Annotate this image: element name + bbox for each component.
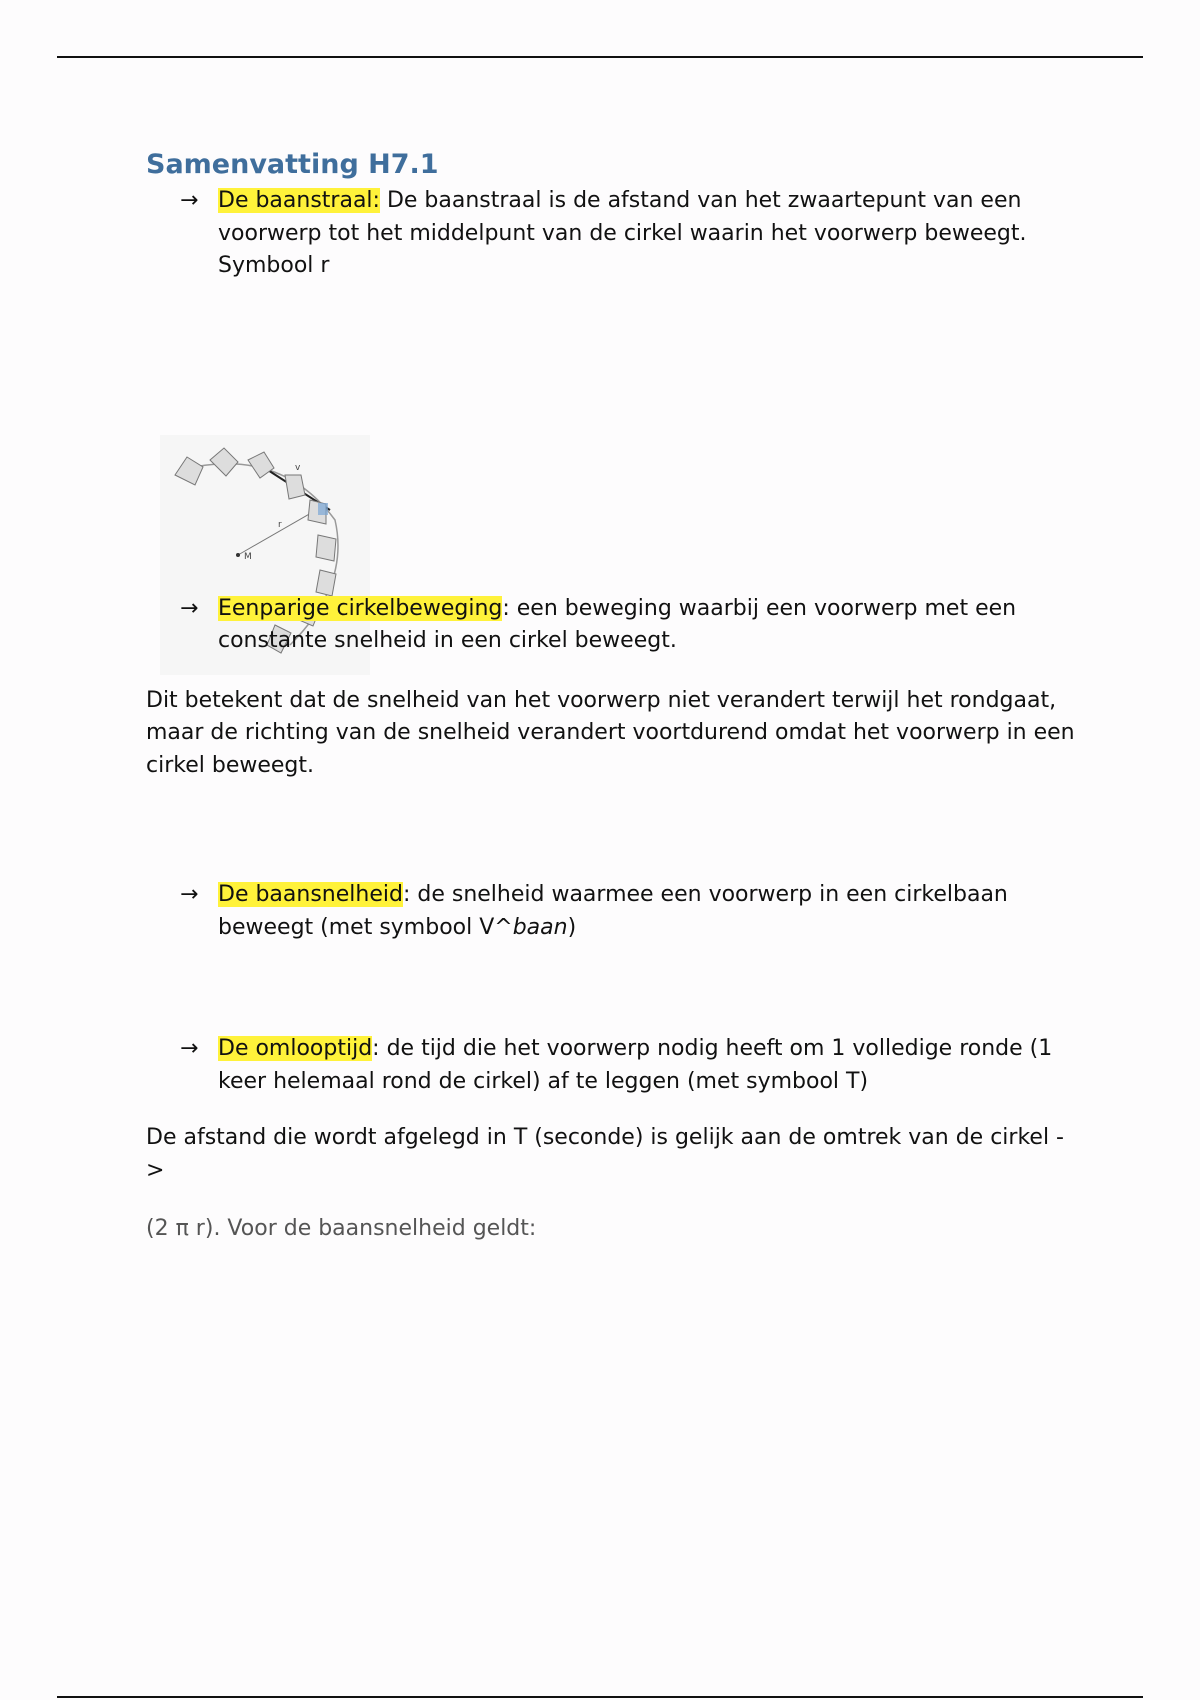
label-m: M: [244, 551, 252, 562]
arrow-bullet-icon: →: [180, 188, 199, 213]
arrow-bullet-icon: →: [180, 595, 199, 621]
arrow-bullet-icon: →: [180, 1036, 199, 1061]
label-r: r: [278, 519, 282, 530]
paragraph-afstand: De afstand die wordt afgelegd in T (seconde) is gelijk aan de omtrek van de cirkel ->: [146, 1125, 1064, 1183]
subscript-baan: baan: [512, 914, 568, 940]
term-baanstraal: De baanstraal:: [218, 188, 380, 213]
list-item-omlooptijd: [146, 1033, 1076, 1098]
term-omlooptijd: De omlooptijd: [218, 1036, 373, 1061]
label-v: v: [295, 462, 301, 473]
figure-block: [146, 283, 1076, 583]
definition-baanstraal: De baanstraal is de afstand van het zwaartepunt van een voorwerp tot het middelpunt van de cirkel waarin het voorwerp beweegt. Symbool r: [218, 188, 1027, 278]
arrow-bullet-icon: →: [180, 882, 199, 907]
footer-rule: [57, 1696, 1143, 1698]
definition-omlooptijd: : de tijd die het voorwerp nodig heeft om 1 volledige ronde (1 keer helemaal rond de cirkel) af te leggen (met symbool T): [218, 1036, 1053, 1094]
list-item-baansnelheid: [146, 879, 1076, 944]
list-item-eenparige-cirkelbeweging: [146, 593, 1076, 658]
list-item-baanstraal: [146, 185, 1076, 283]
page-title: Samenvatting H7.1: [146, 149, 439, 180]
definition-baansnelheid: : de snelheid waarmee een voorwerp in een cirkelbaan beweegt (met symbool V^: [218, 882, 1008, 940]
term-eenparige-cirkelbeweging: Eenparige cirkelbeweging: [218, 595, 503, 621]
header-rule: [57, 56, 1143, 58]
definition-eenparige-cirkelbeweging: : een beweging waarbij een voorwerp met een constante snelheid in een cirkel beweegt.: [218, 595, 1017, 653]
document-body: [146, 145, 1076, 1246]
paragraph-baansnelheid-formule: (2 π r). Voor de baansnelheid geldt:: [146, 1216, 537, 1241]
closing-paren: ): [567, 914, 577, 940]
paragraph-snelheid: Dit betekent dat de snelheid van het voorwerp niet verandert terwijl het rondgaat, maar de richting van de snelheid verandert voortdurend omdat het voorwerp in een cirkel beweegt.: [146, 687, 1075, 778]
term-baansnelheid: De baansnelheid: [218, 882, 403, 907]
